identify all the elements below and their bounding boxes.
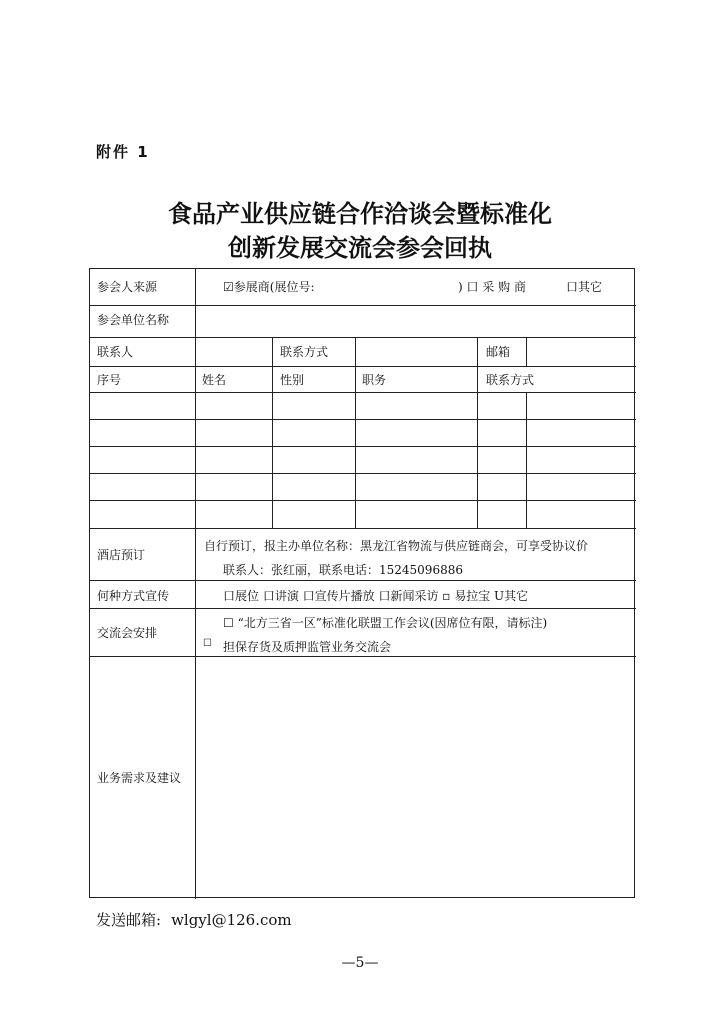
grid-line bbox=[90, 305, 636, 306]
grid-line bbox=[90, 419, 636, 420]
grid-line bbox=[272, 337, 273, 528]
grid-line bbox=[90, 473, 636, 474]
grid-line bbox=[90, 656, 636, 657]
source-label: 参会人来源 bbox=[97, 280, 158, 294]
col-header-index: 序号 bbox=[97, 373, 122, 387]
email-send-label: 发送邮箱: bbox=[96, 911, 162, 929]
email-label: 邮箱 bbox=[486, 345, 511, 359]
title-line-2: 创新发展交流会参会回执 bbox=[228, 234, 492, 262]
exchange-option-2: 担保存货及质押监管业务交流会 bbox=[223, 640, 392, 654]
org-name-field[interactable] bbox=[202, 313, 622, 329]
org-name-label: 参会单位名称 bbox=[97, 313, 170, 327]
attachment-label: 附件 1 bbox=[96, 143, 150, 161]
promo-options[interactable]: 口展位 口讲演 口宣传片播放 口新闻采访 ▫ 易拉宝 U其它 bbox=[223, 589, 529, 603]
grid-line bbox=[477, 337, 478, 528]
email-field[interactable] bbox=[532, 343, 628, 361]
exhibitor-checkbox[interactable]: ☑参展商(展位号: bbox=[223, 280, 315, 294]
grid-line bbox=[90, 580, 636, 581]
buyer-checkbox[interactable]: ) 口 采 购 商 bbox=[458, 280, 526, 294]
grid-line bbox=[355, 337, 356, 528]
registration-form bbox=[89, 268, 635, 898]
contact-field[interactable] bbox=[202, 343, 266, 361]
hotel-line-2: 联系人：张红丽，联系电话：15245096886 bbox=[223, 563, 463, 577]
page-number: —5— bbox=[341, 955, 379, 971]
grid-line bbox=[90, 500, 636, 501]
contact-label: 联系人 bbox=[97, 345, 134, 359]
hotel-label: 酒店预订 bbox=[97, 548, 146, 562]
hotel-line-1: 自行预订，报主办单位名称：黑龙江省物流与供应链商会，可享受协议价 bbox=[204, 539, 589, 553]
grid-line bbox=[526, 392, 527, 528]
contact-method-label: 联系方式 bbox=[280, 345, 329, 359]
col-header-position: 职务 bbox=[362, 373, 387, 387]
footer-email bbox=[96, 909, 292, 930]
grid-line bbox=[90, 446, 636, 447]
business-label: 业务需求及建议 bbox=[97, 771, 182, 785]
col-header-contact: 联系方式 bbox=[486, 373, 535, 387]
exchange-checkbox-2[interactable]: ☐ bbox=[203, 638, 212, 649]
grid-line bbox=[90, 392, 636, 393]
grid-line bbox=[526, 337, 527, 366]
exchange-option-1[interactable]: ☐ “北方三省一区”标准化联盟工作会议(因席位有限，请标注) bbox=[223, 616, 548, 630]
grid-line bbox=[90, 528, 636, 529]
other-checkbox[interactable]: 口其它 bbox=[566, 280, 603, 294]
business-suggestion-field[interactable] bbox=[202, 665, 626, 890]
grid-line bbox=[90, 608, 636, 609]
promo-label: 何种方式宣传 bbox=[97, 589, 170, 603]
col-header-gender: 性别 bbox=[280, 373, 305, 387]
contact-method-field[interactable] bbox=[362, 343, 472, 361]
title-line-1: 食品产业供应链合作洽谈会暨标准化 bbox=[168, 200, 552, 228]
grid-line bbox=[90, 337, 636, 338]
grid-line bbox=[195, 269, 196, 899]
col-header-name: 姓名 bbox=[202, 373, 227, 387]
email-address: wlgyl@126.com bbox=[171, 911, 292, 929]
grid-line bbox=[90, 366, 636, 367]
exchange-label: 交流会安排 bbox=[97, 626, 158, 640]
